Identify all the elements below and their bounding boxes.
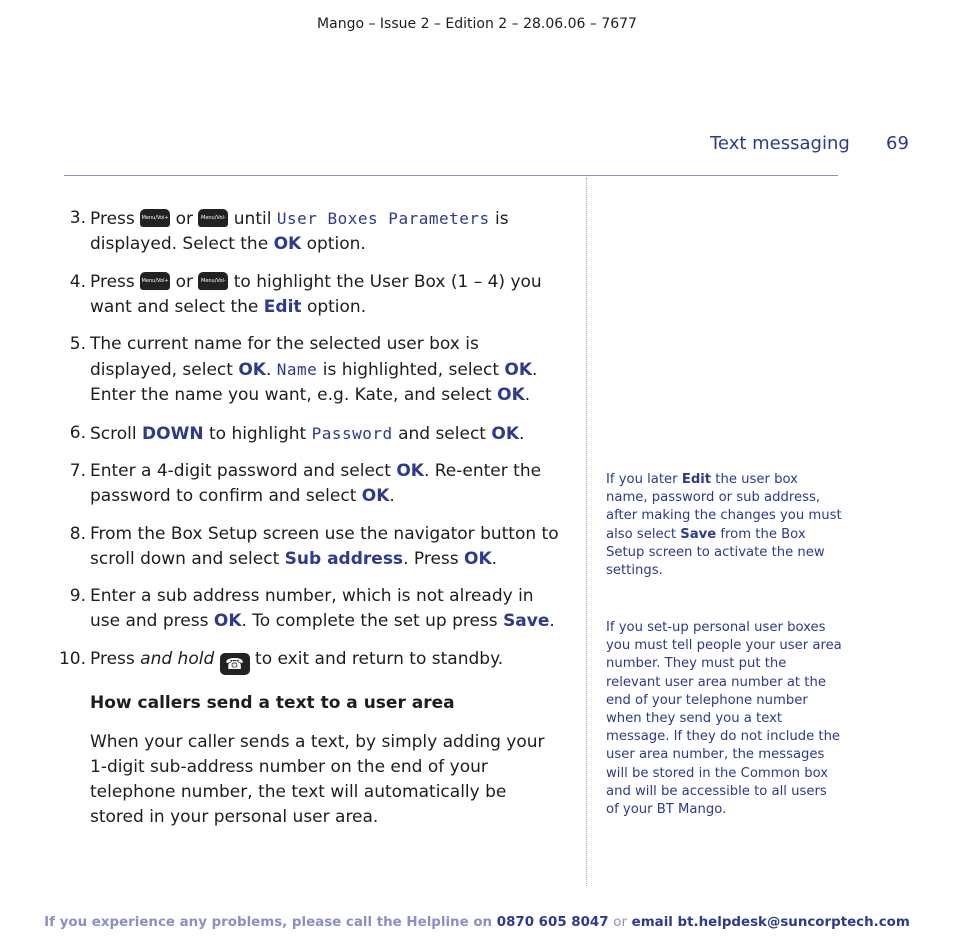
helpline-phone: 0870 605 8047 [496, 915, 609, 930]
header-divider [64, 175, 838, 176]
step-6: 6. Scroll DOWN to highlight Password and select OK. [62, 421, 562, 447]
step-5: 5. The current name for the selected user box is displayed, select OK. Name is highlighted, select OK. Enter the name you want, e.g. Kate, and select OK. [62, 332, 562, 408]
side-note-user-area: If you set-up personal user boxes you must tell people your user area number. They must put the relevant user area number at the end of your telephone number when they send you a text message. If they do not include the user area number, the messages will be stored in the Common box and will be accessible to all users of your BT Mango. [606, 620, 842, 818]
step-7: 7. Enter a 4-digit password and select OK. Re-enter the password to confirm and select OK. [62, 459, 562, 509]
step-4: 4. Press Menu/Vol+ or Menu/Vol- to highlight the User Box (1 – 4) you want and select the Edit option. [62, 270, 562, 320]
document-meta-header: Mango – Issue 2 – Edition 2 – 28.06.06 – 7677 [317, 16, 637, 32]
step-10: 10. Press and hold ☎ to exit and return to standby. [58, 648, 504, 673]
step-3: 3. Press Menu/Vol+ or Menu/Vol- until User Boxes Parameters is displayed. Select the OK option. [62, 206, 562, 257]
column-divider [586, 178, 587, 886]
helpdesk-email: email bt.helpdesk@suncorptech.com [631, 915, 910, 930]
menu-vol-up-key-icon: Menu/Vol+ [140, 209, 170, 227]
menu-vol-down-key-icon: Menu/Vol- [198, 272, 228, 290]
step-8: 8. From the Box Setup screen use the navigator button to scroll down and select Sub address. Press OK. [62, 522, 562, 572]
step-number: 5. [69, 334, 86, 354]
side-note-edit: If you later Edit the user box name, password or sub address, after making the changes you must also select Save from the Box Setup screen to activate the new settings. [606, 472, 842, 579]
display-text: Name [276, 360, 318, 379]
step-number: 7. [69, 461, 86, 481]
step-number: 9. [69, 586, 86, 606]
menu-vol-up-key-icon: Menu/Vol+ [140, 272, 170, 290]
menu-vol-down-key-icon: Menu/Vol- [198, 209, 228, 227]
helpline-footer: If you experience any problems, please call the Helpline on 0870 605 8047 or email bt.helpdesk@suncorptech.com [44, 915, 910, 930]
step-number: 4. [69, 271, 86, 292]
subsection-heading: How callers send a text to a user area [90, 693, 455, 713]
instruction-steps [58, 206, 562, 687]
step-number: 10. [58, 648, 86, 669]
section-title: Text messaging [710, 133, 850, 154]
end-call-key-icon: ☎ [220, 653, 250, 675]
page-number: 69 [886, 133, 909, 154]
display-text: User Boxes Parameters [276, 209, 490, 228]
step-number: 6. [69, 422, 86, 443]
step-number: 3. [69, 208, 86, 228]
subsection-body: When your caller sends a text, by simply adding your 1-digit sub-address number on the end of your telephone number, the text will automatically be stored in your personal user area. [90, 732, 545, 827]
step-number: 8. [69, 523, 86, 544]
display-text: Password [311, 423, 393, 443]
step-9: 9. Enter a sub address number, which is not already in use and press OK. To complete the set up press Save. [62, 584, 562, 634]
